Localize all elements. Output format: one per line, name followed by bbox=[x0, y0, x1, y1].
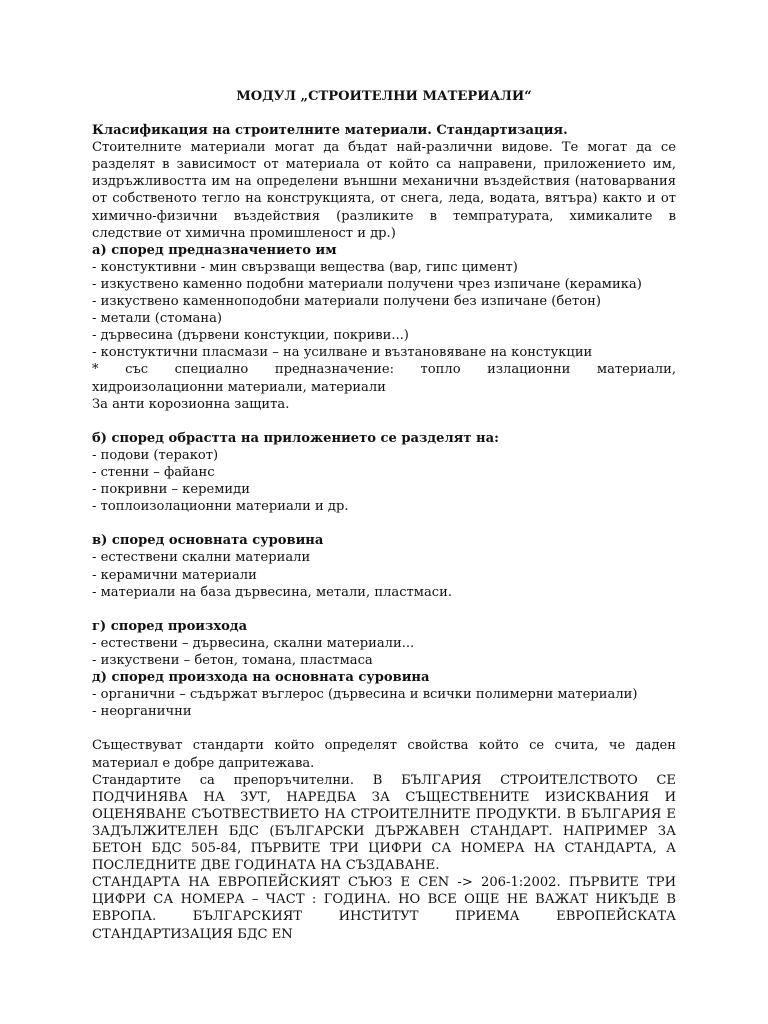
list-item: - изкуствено каменно подобни материали получени чрез изпичане (керамика) bbox=[92, 276, 642, 292]
list-item: - изкуствено каменноподобни материали получени без изпичане (бетон) bbox=[92, 294, 601, 310]
list-item: - метали (стомана) bbox=[92, 311, 222, 327]
anticorrosion-line: За анти корозионна защита. bbox=[92, 396, 290, 412]
list-item: - покривни – керемиди bbox=[92, 482, 250, 498]
list-item: - стенни – файанс bbox=[92, 464, 215, 480]
document-title: МОДУЛ „СТРОИТЕЛНИ МАТЕРИАЛИ“ bbox=[236, 89, 532, 104]
list-item: - топлоизолационни материали и др. bbox=[92, 499, 349, 515]
list-item: - дървесина (дървени констукции, покриви...) bbox=[92, 328, 409, 344]
list-item: - подови (теракот) bbox=[92, 447, 219, 463]
document-page bbox=[92, 88, 676, 943]
list-item: - констуктични пласмази – на усилване и възтановяване на констукции bbox=[92, 345, 593, 361]
list-item: - керамични материали bbox=[92, 567, 257, 583]
list-item: - органични – съдържат въглерос (дървесина и всички полимерни материали) bbox=[92, 687, 638, 703]
spacer bbox=[92, 601, 676, 618]
special-purpose-item: * със специално предназначение: топло излационни материали, хидроизолационни материали, материали bbox=[92, 362, 676, 395]
intro-paragraph: Стоителните материали могат да бъдат най-различни видове. Те могат да се разделят в зависимост от материала от който са направени, приложението им, издръжливостта им на определени външни механични въздействия (натоварвания от собственото тегло на конструкцията, от снега, леда, водата, вятъра) както и от химично-физични въздействия (разликите в темпратурата, химикалите в следствие от химична промишленост и др.) bbox=[92, 140, 676, 241]
list-item: - естествени скални материали bbox=[92, 550, 311, 566]
list-item: - изкуствени – бетон, томана, пластмаса bbox=[92, 653, 373, 668]
group-d-heading: д) според произхода на основната суровина bbox=[92, 670, 430, 686]
section-heading: Класификация на строителните материали. Стандартизация. bbox=[92, 123, 568, 139]
list-item: - неорганични bbox=[92, 704, 192, 720]
list-item: - констуктивни - мин свързващи вещества (вар, гипс цимент) bbox=[92, 259, 518, 275]
standards-paragraph-2: Стандартите са препоръчителни. В БЪЛГАРИЯ СТРОИТЕЛСТВОТО СЕ ПОДЧИНЯВА НА ЗУТ, НАРЕДБА ЗА СЪЩЕСТВЕНИТЕ ИЗИСКВАНИЯ И ОЦЕНЯВАНЕ СЪОТВЕСТВИЕТО НА СТРОИТЕЛНИТЕ ПРОДУКТИ. В БЪЛГАРИЯ Е ЗАДЪЛЖИТЕЛЕН БДС (БЪЛГАРСКИ ДЪРЖАВЕН СТАНДАРТ. НАПРИМЕР ЗА БЕТОН БДС 505-84, ПЪРВИТЕ ТРИ ЦИФРИ СА НОМЕРА НА СТАНДАРТА, А ПОСЛЕДНИТЕ ДВЕ ГОДИНАТА НА СЪЗДАВАНЕ. bbox=[92, 772, 676, 874]
group-a-heading: а) според предназначението им bbox=[92, 242, 337, 258]
standards-paragraph-3: СТАНДАРТА НА ЕВРОПЕЙСКИЯТ СЪЮЗ Е CEN -> 206-1:2002. ПЪРВИТЕ ТРИ ЦИФРИ СА НОМЕРА – ЧАСТ : ГОДИНА. НО ВСЕ ОЩЕ НЕ ВАЖАТ НИКЪДЕ В ЕВРОПА. БЪЛГАРСКИЯТ ИНСТИТУТ ПРИЕМА ЕВРОПЕЙСКАТА СТАНДАРТИЗАЦИЯ БДС EN bbox=[92, 875, 676, 942]
spacer bbox=[92, 413, 676, 430]
spacer bbox=[92, 720, 676, 737]
group-g-heading: г) според произхода bbox=[92, 618, 248, 634]
list-item: - материали на база дървесина, метали, пластмаси. bbox=[92, 584, 452, 600]
standards-paragraph-1: Съществуват стандарти който определят свойства който се счита, че даден материал е добре дапритежава. bbox=[92, 738, 676, 771]
list-item: - естествени – дървесина, скални материали... bbox=[92, 635, 415, 651]
group-b-heading: б) според обрастта на приложението се разделят на: bbox=[92, 430, 499, 446]
spacer bbox=[92, 515, 676, 532]
group-v-heading: в) според основната суровина bbox=[92, 533, 324, 549]
